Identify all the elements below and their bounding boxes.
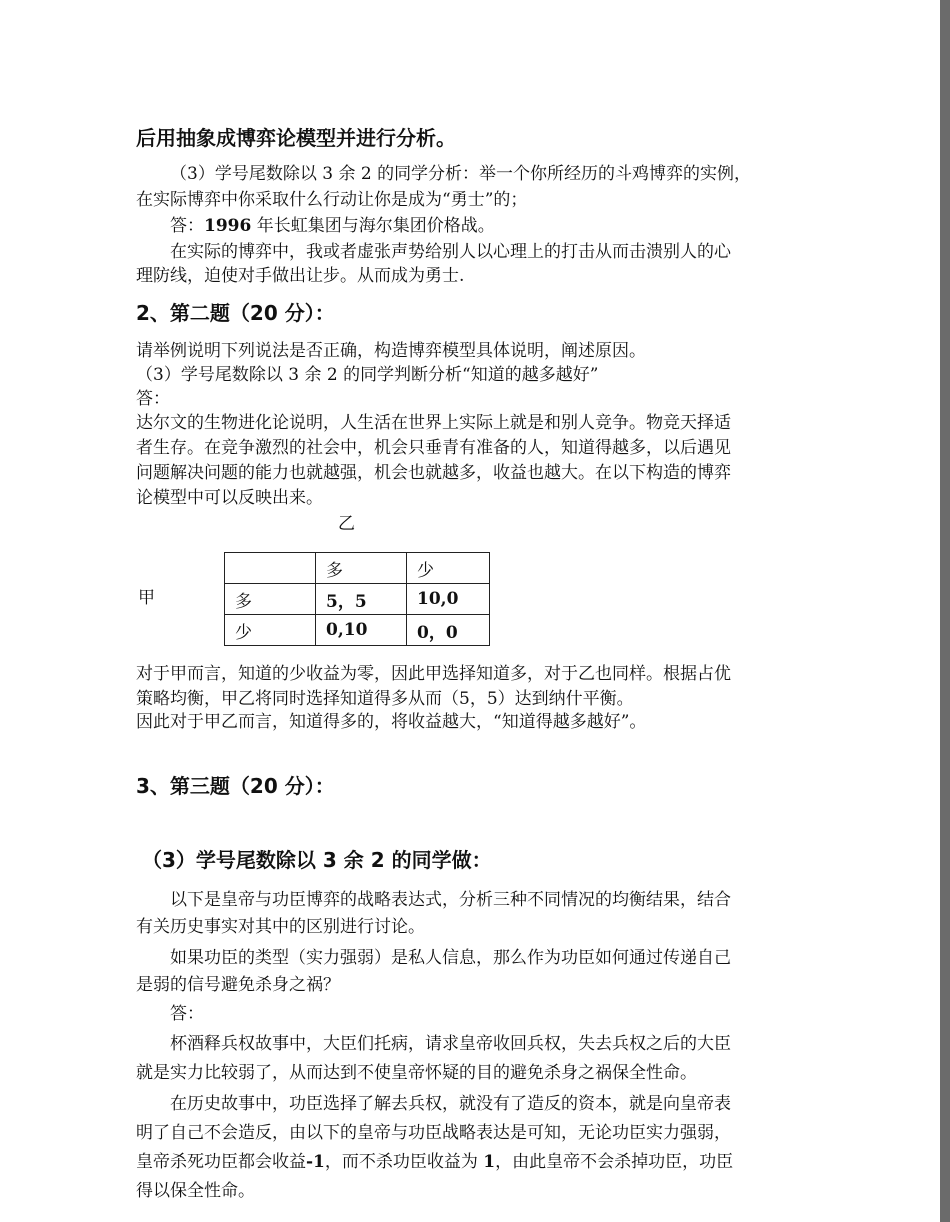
- q3-subheading: （3）学号尾数除以 3 余 2 的同学做：: [142, 848, 492, 872]
- table-cell: 5，5: [316, 584, 407, 615]
- player-b-label: 乙: [338, 514, 355, 534]
- q1-para-2: 理防线，迫使对手做出让步。从而成为勇士.: [136, 266, 465, 286]
- q3-answer-label: 答：: [170, 1004, 204, 1024]
- top-line: 后用抽象成博弈论模型并进行分析。: [136, 126, 456, 150]
- q3-para1-line1: 以下是皇帝与功臣博弈的战略表达式，分析三种不同情况的均衡结果，结合: [170, 890, 731, 910]
- q1-line1: （3）学号尾数除以 3 余 2 的同学分析：举一个你所经历的斗鸡博弈的实例，: [170, 164, 752, 184]
- table-cell: [225, 553, 316, 584]
- table-header-cell: 多: [316, 553, 407, 584]
- q1-para-1: 在实际的博弈中，我或者虚张声势给别人以心理上的打击从而击溃别人的心: [170, 242, 731, 262]
- vertical-scrollbar[interactable]: [940, 0, 950, 1222]
- q3-para2-line1: 如果功臣的类型（实力强弱）是私人信息，那么作为功臣如何通过传递自己: [170, 948, 731, 968]
- q1-line2: 在实际博弈中你采取什么行动让你是成为“勇士”的；: [136, 190, 528, 210]
- q3-para4-line2: 明了自己不会造反，由以下的皇帝与功臣战略表达是可知，无论功臣实力强弱，: [136, 1123, 731, 1143]
- q3-para4-line4: 得以保全性命。: [136, 1181, 255, 1201]
- answer-year: 1996: [204, 216, 252, 236]
- q3-para4-line1: 在历史故事中，功臣选择了解去兵权，就没有了造反的资本，就是向皇帝表: [170, 1094, 731, 1114]
- text-run: ，而不杀功臣收益为: [324, 1152, 484, 1172]
- table-cell: 0,10: [316, 615, 407, 646]
- q1-answer: [136, 212, 495, 240]
- payoff-value: 1: [483, 1152, 496, 1172]
- q2-para-2: 者生存。在竞争激烈的社会中，机会只垂青有准备的人，知道得越多，以后遇见: [136, 438, 731, 458]
- q3-para4-line3: [136, 1148, 733, 1176]
- table-row: [225, 615, 490, 646]
- text-run: 皇帝杀死功臣都会收益: [136, 1152, 306, 1172]
- q3-para1-line2: 有关历史事实对其中的区别进行讨论。: [136, 917, 425, 937]
- q2-conclusion-2: 策略均衡，甲乙将同时选择知道得多从而（5，5）达到纳什平衡。: [136, 689, 634, 709]
- document-page: [136, 0, 806, 1222]
- q3-heading: 3、第三题（20 分）：: [136, 774, 335, 798]
- text-run: ，由此皇帝不会杀掉功臣，功臣: [495, 1152, 734, 1172]
- q2-answer-label: 答：: [136, 389, 170, 409]
- q2-conclusion-1: 对于甲而言，知道的少收益为零，因此甲选择知道多，对于乙也同样。根据占优: [136, 664, 731, 684]
- q3-para3-line2: 就是实力比较弱了，从而达到不使皇帝怀疑的目的避免杀身之祸保全性命。: [136, 1063, 697, 1083]
- payoff-matrix: [224, 552, 490, 646]
- table-row-label: 少: [225, 615, 316, 646]
- table-cell: 0，0: [407, 615, 490, 646]
- table-row: [225, 584, 490, 615]
- q2-para-1: 达尔文的生物进化论说明，人生活在世界上实际上就是和别人竞争。物竞天择适: [136, 413, 731, 433]
- table-row-label: 多: [225, 584, 316, 615]
- answer-text: 年长虹集团与海尔集团价格战。: [251, 216, 495, 236]
- q2-line1: 请举例说明下列说法是否正确，构造博弈模型具体说明，阐述原因。: [136, 341, 646, 361]
- answer-label: 答：: [170, 216, 204, 236]
- q2-para-3: 问题解决问题的能力也就越强，机会也就越多，收益也越大。在以下构造的博弈: [136, 463, 731, 483]
- q2-line2: （3）学号尾数除以 3 余 2 的同学判断分析“知道的越多越好”: [136, 365, 599, 385]
- q2-heading: 2、第二题（20 分）：: [136, 301, 335, 325]
- table-header-cell: 少: [407, 553, 490, 584]
- q2-para-4: 论模型中可以反映出来。: [136, 488, 323, 508]
- q3-para2-line2: 是弱的信号避免杀身之祸？: [136, 975, 340, 995]
- q2-conclusion-3: 因此对于甲乙而言，知道得多的，将收益越大，“知道得越多越好”。: [136, 712, 647, 732]
- player-a-label: 甲: [138, 588, 155, 608]
- q3-para3-line1: 杯酒释兵权故事中，大臣们托病，请求皇帝收回兵权，失去兵权之后的大臣: [170, 1034, 731, 1054]
- payoff-value: -1: [306, 1152, 325, 1172]
- table-header-row: [225, 553, 490, 584]
- table-cell: 10,0: [407, 584, 490, 615]
